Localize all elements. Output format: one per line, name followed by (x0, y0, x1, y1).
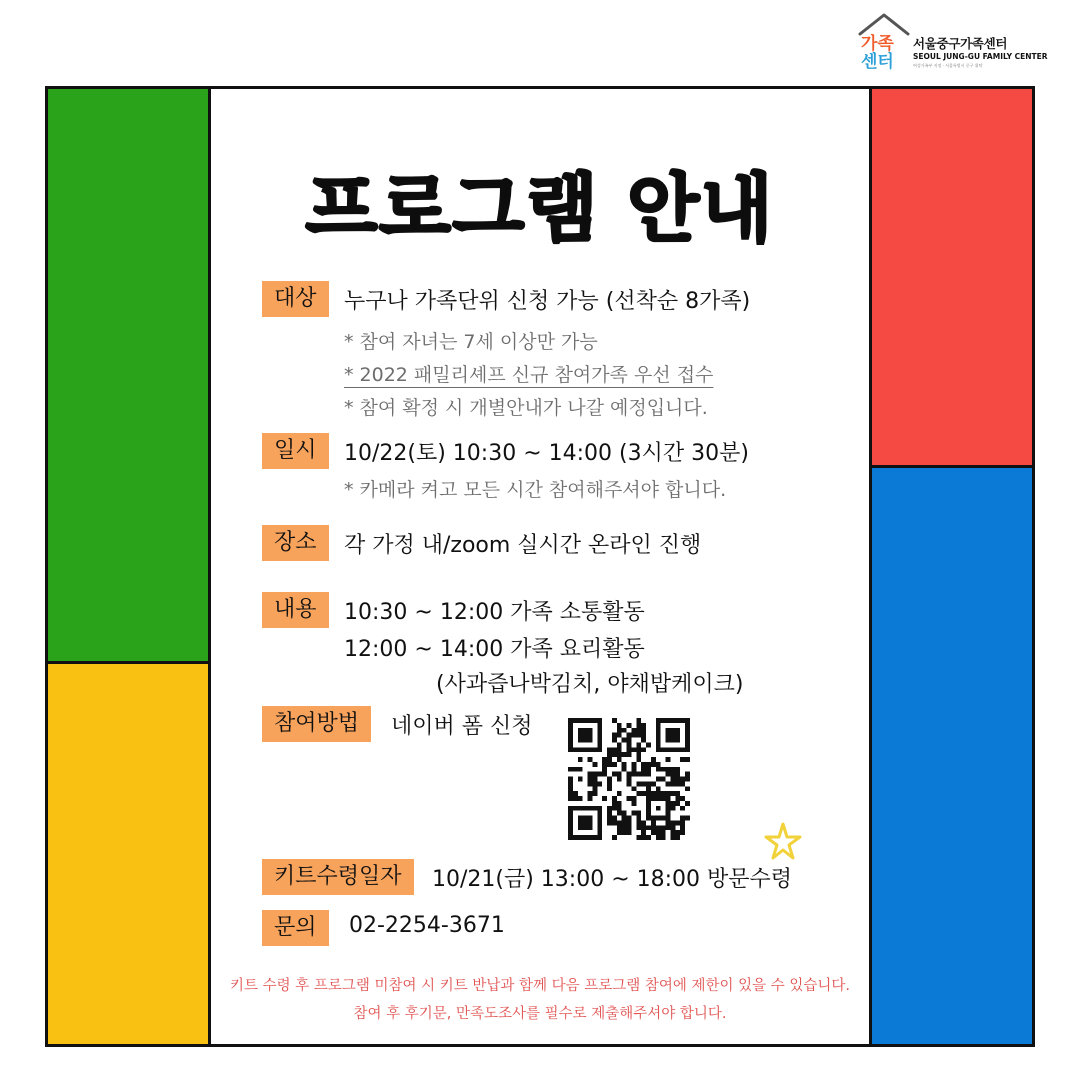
logo-subtext: 여성가족부 지정 · 서울특별시 중구 위탁 (913, 63, 983, 68)
warning-line-1: 키트 수령 후 프로그램 미참여 시 키트 반납과 함께 다음 프로그램 참여에 제한이 있을 수 있습니다. (229, 978, 851, 994)
inquiry-text: 02-2254-3671 (349, 913, 505, 938)
tag-kit: 키트수령일자 (262, 859, 414, 895)
content-line-1: 10:30 ~ 12:00 가족 소통활동 (344, 600, 645, 625)
target-note-1: * 참여 자녀는 7세 이상만 가능 (344, 331, 598, 353)
blue-block (869, 465, 1035, 1047)
date-text: 10/22(토) 10:30 ~ 14:00 (3시간 30분) (344, 441, 749, 466)
center-logo (856, 12, 1056, 72)
green-block (45, 86, 211, 664)
place-text: 각 가정 내/zoom 실시간 온라인 진행 (344, 533, 702, 558)
method-text: 네이버 폼 신청 (391, 714, 533, 739)
tag-method: 참여방법 (262, 706, 371, 742)
content-line-3: (사과즙나박김치, 야채밥케이크) (436, 672, 744, 697)
kit-text: 10/21(금) 13:00 ~ 18:00 방문수령 (432, 867, 793, 892)
logo-char-ga: 가족 (861, 34, 894, 54)
page-title: 프로그램 안내 (305, 166, 775, 252)
tag-target: 대상 (262, 281, 329, 317)
logo-name: 서울중구가족센터 (913, 36, 1008, 51)
date-note: * 카메라 켜고 모든 시간 참여해주셔야 합니다. (344, 479, 727, 501)
target-text: 누구나 가족단위 신청 가능 (선착순 8가족) (344, 289, 751, 314)
tag-date: 일시 (262, 433, 329, 469)
target-note-3: * 참여 확정 시 개별안내가 나갈 예정입니다. (344, 397, 708, 419)
house-logo-icon (856, 12, 912, 70)
target-note-2: * 2022 패밀리셰프 신규 참여가족 우선 접수 (344, 364, 714, 386)
star-icon (762, 820, 804, 862)
tag-place: 장소 (262, 525, 329, 561)
red-block (869, 86, 1035, 468)
logo-english: SEOUL JUNG-GU FAMILY CENTER (913, 52, 1048, 61)
tag-content: 내용 (262, 592, 329, 628)
warning-line-2: 참여 후 후기문, 만족도조사를 필수로 제출해주셔야 합니다. (353, 1006, 727, 1022)
qr-code-icon[interactable] (568, 718, 690, 840)
logo-char-sen: 센터 (861, 52, 894, 70)
content-line-2: 12:00 ~ 14:00 가족 요리활동 (344, 637, 645, 662)
yellow-block (45, 661, 211, 1047)
tag-inquiry: 문의 (262, 910, 329, 946)
